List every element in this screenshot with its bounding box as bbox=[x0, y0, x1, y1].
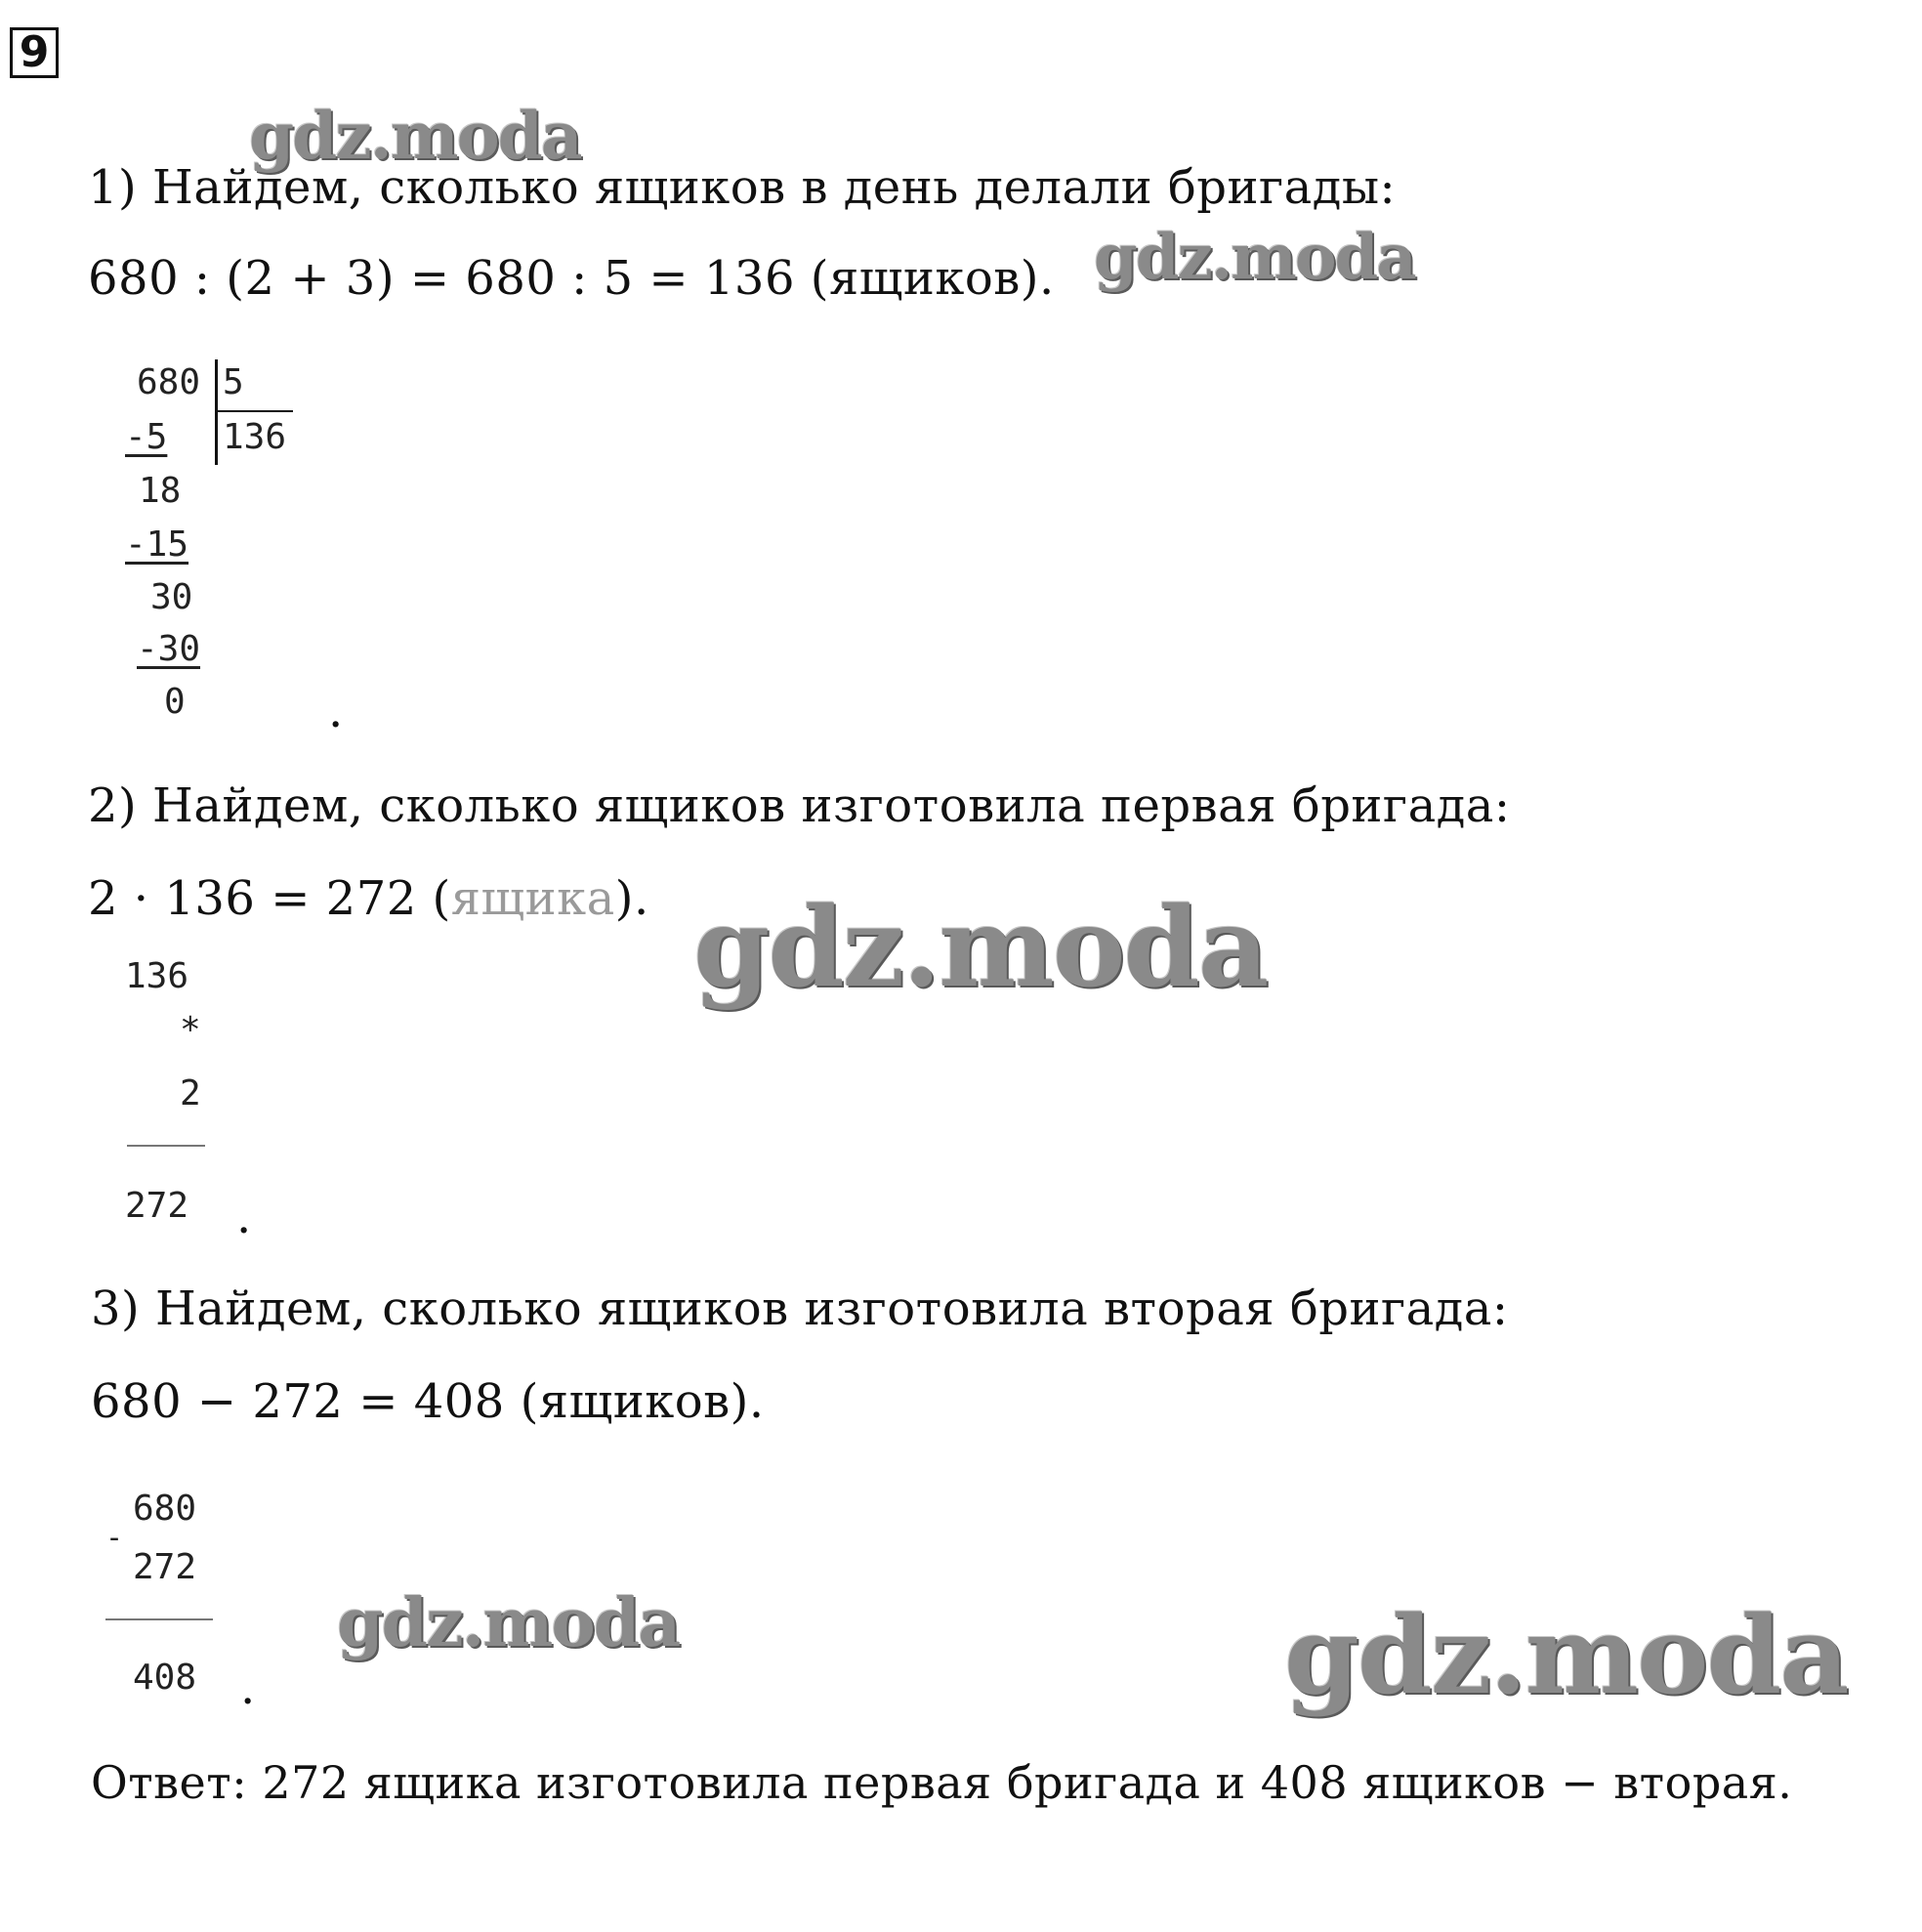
division-row: -15 bbox=[125, 525, 189, 565]
answer-text: Ответ: 272 ящика изготовила первая бригада и 408 ящиков − вторая. bbox=[91, 1756, 1793, 1809]
task-number-box: 9 bbox=[10, 27, 59, 78]
multiplication-top: 136 bbox=[125, 956, 189, 996]
division-row: -5 bbox=[125, 417, 168, 457]
division-horizontal-line bbox=[217, 410, 293, 412]
multiplication-operator: * bbox=[180, 1010, 201, 1050]
division-row: 18 bbox=[139, 471, 182, 511]
step3-title: 3) Найдем, сколько ящиков изготовила вторая бригада: bbox=[91, 1281, 1509, 1336]
division-row: 30 bbox=[150, 577, 193, 617]
division-row: -30 bbox=[137, 629, 201, 669]
multiplication-result: 272 bbox=[125, 1186, 189, 1226]
subtraction-dot: . bbox=[240, 1660, 256, 1715]
multiplication-bottom: 2 bbox=[180, 1073, 201, 1113]
division-quotient: 136 bbox=[223, 417, 287, 457]
division-divisor: 5 bbox=[223, 362, 244, 402]
subtraction-bottom: 272 bbox=[133, 1547, 197, 1587]
step2-title: 2) Найдем, сколько ящиков изготовила первая бригада: bbox=[88, 778, 1511, 833]
step1-formula: 680 : (2 + 3) = 680 : 5 = 136 (ящиков). bbox=[88, 251, 1055, 306]
watermark-3: gdz.moda bbox=[693, 884, 1268, 1012]
division-vertical-line bbox=[215, 359, 218, 465]
step2-formula bbox=[88, 869, 649, 928]
multiplication-line bbox=[127, 1145, 205, 1147]
subtraction-result: 408 bbox=[133, 1658, 197, 1698]
division-row: 0 bbox=[164, 682, 186, 722]
watermark-2: gdz.moda bbox=[1094, 221, 1415, 294]
step1-title: 1) Найдем, сколько ящиков в день делали бригады: bbox=[88, 160, 1397, 215]
subtraction-line bbox=[105, 1618, 213, 1620]
subtraction-operator: - bbox=[105, 1521, 124, 1555]
watermark-4: gdz.moda bbox=[337, 1584, 680, 1662]
division-dividend: 680 bbox=[137, 362, 201, 402]
step2-formula-left: 2 · 136 = 272 ( bbox=[88, 871, 451, 926]
division-dot: . bbox=[328, 684, 344, 738]
step2-formula-faded: ящика bbox=[450, 871, 615, 926]
step3-formula: 680 − 272 = 408 (ящиков). bbox=[91, 1374, 765, 1429]
watermark-5: gdz.moda bbox=[1284, 1592, 1848, 1718]
watermark-1: gdz.moda bbox=[249, 98, 581, 174]
step2-formula-right: ). bbox=[614, 871, 649, 926]
multiplication-dot: . bbox=[236, 1190, 252, 1244]
subtraction-top: 680 bbox=[133, 1489, 197, 1529]
